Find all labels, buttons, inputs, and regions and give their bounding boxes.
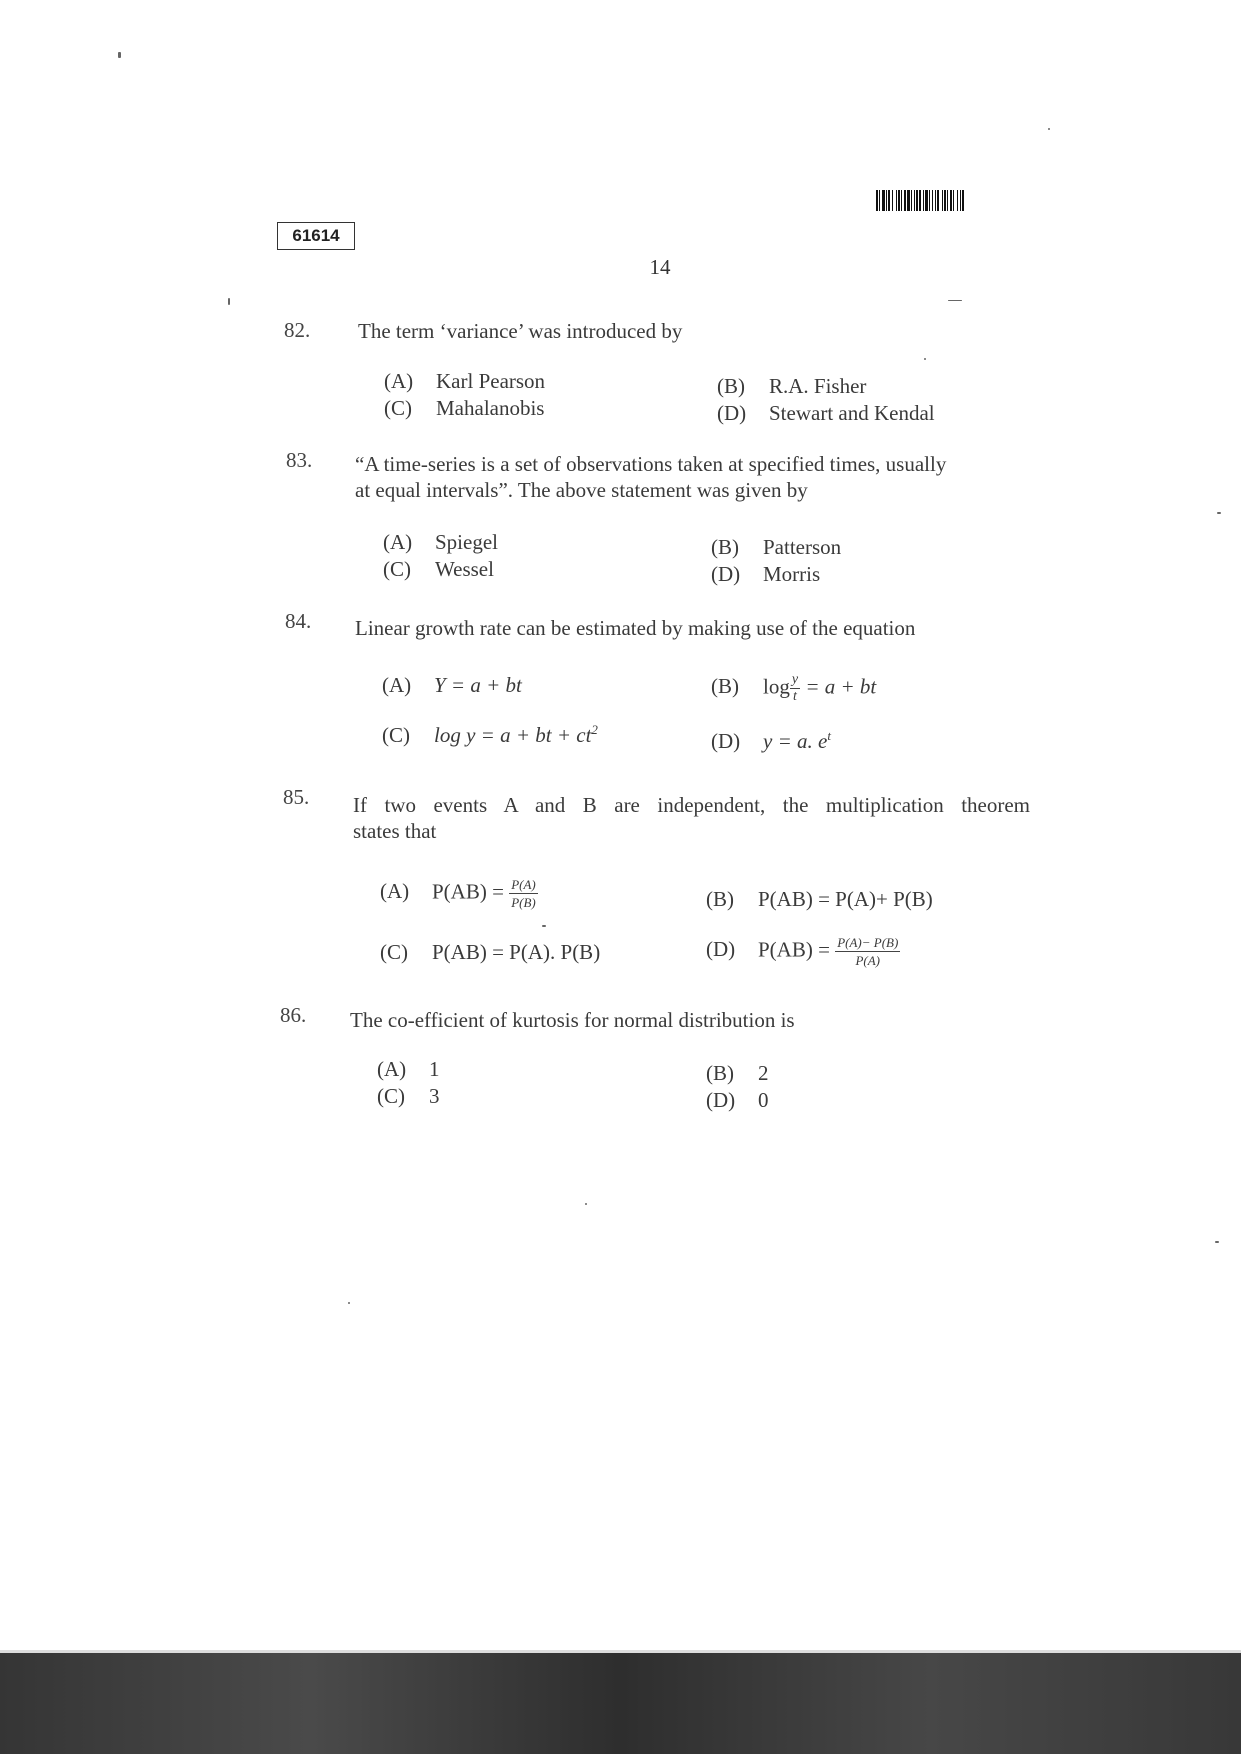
scan-speck: [348, 1302, 350, 1304]
scan-speck: [585, 1203, 587, 1205]
option-text: Mahalanobis: [436, 396, 545, 420]
option-label: (B): [711, 535, 739, 559]
option-c: [384, 396, 544, 421]
question-number: 85.: [283, 785, 310, 809]
option-c: [380, 940, 600, 965]
question-number: 83.: [286, 448, 313, 472]
scan-speck: [1215, 1241, 1219, 1243]
option-text: Wessel: [435, 557, 494, 581]
option-c: [382, 722, 598, 748]
option-equation-suffix: = a + bt: [800, 674, 877, 699]
question-text-line: at equal intervals”. The above statement was given by: [355, 478, 808, 502]
option-d: [711, 562, 820, 587]
fraction: [509, 876, 538, 911]
scan-speck: [228, 298, 230, 305]
option-label: (D): [717, 401, 747, 425]
option-label: (D): [706, 1088, 736, 1112]
option-label: (A): [383, 530, 413, 554]
superscript: t: [827, 728, 831, 743]
fraction-denominator: P(B): [511, 895, 536, 910]
scanner-edge-line: [0, 1650, 1241, 1653]
scanner-background: [0, 1650, 1241, 1754]
fraction-numerator: P(A): [511, 877, 536, 892]
option-equation-prefix: log: [763, 674, 790, 699]
option-label: (B): [711, 674, 739, 699]
fraction-numerator: P(A)− P(B): [837, 935, 899, 950]
option-label: (B): [706, 1061, 734, 1085]
option-text: 2: [758, 1061, 769, 1085]
option-b: [706, 1061, 769, 1086]
question-text: [355, 451, 1035, 503]
option-b: [711, 535, 841, 560]
option-equation: P(AB) = P(A)+ P(B): [758, 887, 933, 911]
fraction-denominator: t: [793, 689, 797, 704]
question-text: The co-efficient of kurtosis for normal distribution is: [350, 1008, 795, 1032]
option-text: Patterson: [763, 535, 842, 559]
question-text: Linear growth rate can be estimated by making use of the equation: [355, 616, 916, 640]
option-label: (D): [711, 562, 741, 586]
option-d: [706, 1088, 769, 1113]
page-number: 14: [649, 255, 671, 279]
option-label: (C): [383, 557, 411, 581]
fraction: [790, 672, 800, 705]
barcode: [876, 190, 1010, 211]
option-a: [377, 1057, 440, 1082]
option-text: R.A. Fisher: [769, 374, 867, 398]
option-b: [717, 374, 866, 399]
option-text: Karl Pearson: [436, 369, 546, 393]
scan-speck: [1217, 512, 1221, 514]
fraction-denominator: P(A): [855, 953, 881, 968]
option-text: Morris: [763, 562, 821, 586]
option-d: [706, 934, 900, 969]
paper-code-box: 61614: [277, 222, 355, 250]
superscript: 2: [591, 722, 598, 737]
option-label: (A): [377, 1057, 407, 1081]
option-label: (C): [382, 723, 410, 747]
option-text: Stewart and Kendal: [769, 401, 935, 425]
option-b: [711, 672, 876, 705]
option-equation: y = a. e: [763, 729, 828, 753]
option-equation-prefix: P(AB) =: [432, 879, 510, 904]
option-label: (C): [377, 1084, 405, 1108]
option-a: [382, 673, 522, 698]
question-text: The term ‘variance’ was introduced by: [358, 319, 683, 343]
option-label: (D): [706, 937, 736, 962]
option-equation: log y = a + bt + ct: [434, 723, 592, 747]
option-a: [383, 530, 498, 555]
option-label: (A): [380, 879, 410, 904]
option-label: (B): [706, 887, 734, 911]
question-text-line: If two events A and B are independent, the multiplication theorem: [353, 793, 1030, 817]
option-b: [706, 887, 933, 912]
question-text-line: “A time-series is a set of observations taken at specified times, usually: [355, 452, 947, 476]
option-text: 3: [429, 1084, 440, 1108]
option-label: (C): [380, 940, 408, 964]
option-equation-prefix: P(AB) =: [758, 937, 836, 962]
fraction: [835, 934, 900, 969]
option-c: [377, 1084, 440, 1109]
option-label: (A): [384, 369, 414, 393]
option-d: [717, 401, 935, 426]
scan-speck: [1048, 128, 1050, 130]
scan-speck: [118, 52, 121, 58]
option-d: [711, 728, 831, 754]
question-number: 84.: [285, 609, 312, 633]
option-text: 1: [429, 1057, 440, 1081]
option-text: Spiegel: [435, 530, 498, 554]
option-a: [380, 876, 538, 911]
scan-speck: [948, 300, 962, 301]
scan-speck: [542, 925, 546, 927]
option-label: (B): [717, 374, 745, 398]
fraction-numerator: y: [791, 672, 799, 687]
option-label: (D): [711, 729, 741, 753]
option-label: (C): [384, 396, 412, 420]
option-text: 0: [758, 1088, 769, 1112]
option-equation: Y = a + bt: [434, 673, 522, 697]
option-label: (A): [382, 673, 412, 697]
question-number: 86.: [280, 1003, 307, 1027]
question-number: 82.: [284, 318, 311, 342]
option-c: [383, 557, 494, 582]
question-text-line: states that: [353, 819, 437, 843]
option-equation: P(AB) = P(A). P(B): [432, 940, 601, 964]
scan-speck: [924, 358, 926, 360]
option-a: [384, 369, 545, 394]
question-text: [353, 792, 1030, 844]
